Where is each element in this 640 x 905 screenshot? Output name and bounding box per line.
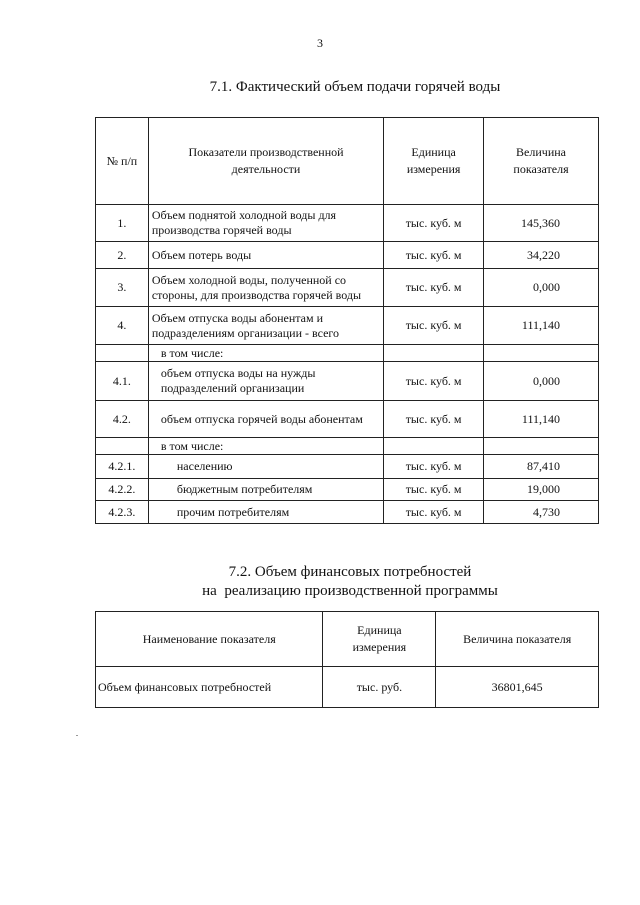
table-header-row <box>96 118 599 205</box>
row-num: 4.2.1. <box>96 455 149 479</box>
header-unit: Единица измерения <box>323 612 436 667</box>
row-value <box>484 438 599 455</box>
table-row <box>96 362 599 401</box>
row-num <box>96 438 149 455</box>
row-unit: тыс. куб. м <box>384 362 484 401</box>
table-row <box>96 438 599 455</box>
section-7-2-title <box>0 563 640 601</box>
row-name: Объем потерь воды <box>148 242 383 269</box>
header-num: № п/п <box>96 118 149 205</box>
scan-speck <box>76 735 78 736</box>
row-unit: тыс. куб. м <box>384 269 484 307</box>
table-row <box>96 501 599 524</box>
header-value: Величина показателя <box>484 118 599 205</box>
table-row <box>96 479 599 501</box>
row-value: 145,360 <box>484 205 599 242</box>
header-indicator: Показатели производственной деятельности <box>148 118 383 205</box>
row-value: 36801,645 <box>436 667 599 708</box>
row-num: 3. <box>96 269 149 307</box>
section-7-2-title-line1: 7.2. Объем финансовых потребностей <box>228 564 472 580</box>
row-name: Объем поднятой холодной воды для производства горячей воды <box>148 205 383 242</box>
row-name: прочим потребителям <box>148 501 383 524</box>
row-num: 4.2.3. <box>96 501 149 524</box>
table-row <box>96 269 599 307</box>
row-unit: тыс. куб. м <box>384 455 484 479</box>
row-num: 4.2.2. <box>96 479 149 501</box>
table-row <box>96 242 599 269</box>
row-value: 19,000 <box>484 479 599 501</box>
table-row <box>96 401 599 438</box>
table-row <box>96 345 599 362</box>
row-name: в том числе: <box>148 345 383 362</box>
row-name: Объем финансовых потребностей <box>96 667 323 708</box>
row-name: Объем отпуска воды абонентам и подразделениям организации - всего <box>148 307 383 345</box>
section-7-1-title: 7.1. Фактический объем подачи горячей воды <box>209 79 501 95</box>
table-row <box>96 205 599 242</box>
row-unit: тыс. руб. <box>323 667 436 708</box>
section-7-2-title-line2: на реализацию производственной программы <box>202 583 498 599</box>
row-name: объем отпуска горячей воды абонентам <box>148 401 383 438</box>
table-row <box>96 667 599 708</box>
row-num <box>96 345 149 362</box>
row-unit <box>384 345 484 362</box>
row-value: 111,140 <box>484 307 599 345</box>
row-name: населению <box>148 455 383 479</box>
row-num: 1. <box>96 205 149 242</box>
row-value: 4,730 <box>484 501 599 524</box>
table-row <box>96 307 599 345</box>
page-number: 3 <box>317 36 323 50</box>
row-unit: тыс. куб. м <box>384 242 484 269</box>
row-value: 0,000 <box>484 269 599 307</box>
table-row <box>96 455 599 479</box>
row-num: 4.1. <box>96 362 149 401</box>
row-unit: тыс. куб. м <box>384 479 484 501</box>
row-value: 34,220 <box>484 242 599 269</box>
row-num: 4.2. <box>96 401 149 438</box>
hot-water-volume-table <box>95 117 599 524</box>
table-header-row <box>96 612 599 667</box>
header-unit: Единица измерения <box>384 118 484 205</box>
row-num: 2. <box>96 242 149 269</box>
row-unit: тыс. куб. м <box>384 307 484 345</box>
row-unit: тыс. куб. м <box>384 401 484 438</box>
row-value: 111,140 <box>484 401 599 438</box>
row-value: 0,000 <box>484 362 599 401</box>
row-name: Объем холодной воды, полученной со стороны, для производства горячей воды <box>148 269 383 307</box>
row-unit: тыс. куб. м <box>384 501 484 524</box>
financial-needs-table <box>95 611 599 708</box>
row-value: 87,410 <box>484 455 599 479</box>
row-name: бюджетным потребителям <box>148 479 383 501</box>
row-num: 4. <box>96 307 149 345</box>
row-name: объем отпуска воды на нужды подразделений организации <box>148 362 383 401</box>
header-value: Величина показателя <box>436 612 599 667</box>
row-value <box>484 345 599 362</box>
row-unit: тыс. куб. м <box>384 205 484 242</box>
row-name: в том числе: <box>148 438 383 455</box>
header-name: Наименование показателя <box>96 612 323 667</box>
row-unit <box>384 438 484 455</box>
